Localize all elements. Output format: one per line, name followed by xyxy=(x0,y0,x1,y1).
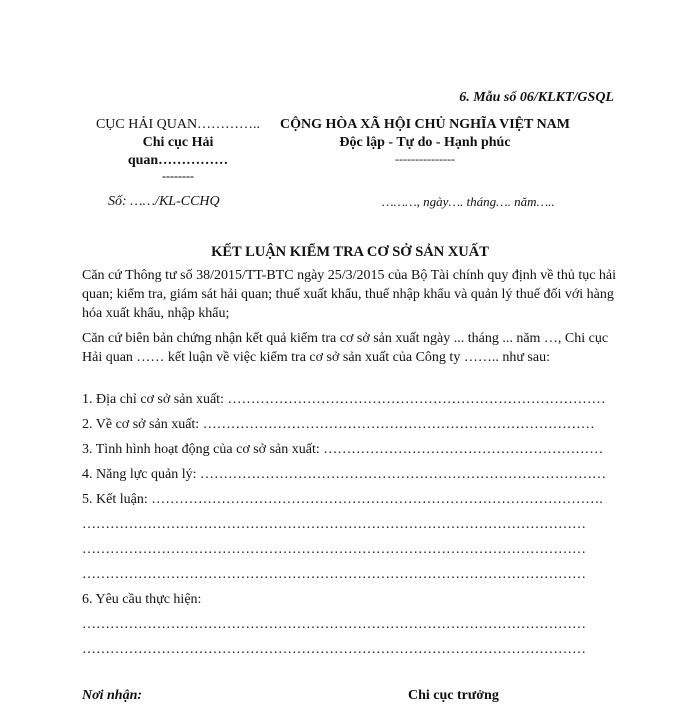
date-line: ………, ngày…. tháng…. năm….. xyxy=(382,194,555,209)
item-management-capacity: 4. Năng lực quản lý: …………………………………………………………………………… xyxy=(82,467,607,482)
blank-line: ……………………………………………………………………………………………… xyxy=(82,567,586,582)
item-facility: 2. Về cơ sở sản xuất: ………………………………………………………………………… xyxy=(82,417,595,432)
document-body xyxy=(82,266,618,367)
item-address: 1. Địa chỉ cơ sở sản xuất: ……………………………………………………………………… xyxy=(82,392,606,407)
recipients-label: Nơi nhận: xyxy=(82,688,143,703)
blank-line: ……………………………………………………………………………………………… xyxy=(82,542,586,557)
signatory-title: Chi cục trưởng xyxy=(408,688,499,703)
agency-separator: -------- xyxy=(162,169,194,183)
sub-agency-line-2: quan…………… xyxy=(127,153,229,168)
motto-separator: --------------- xyxy=(395,152,455,166)
item-requirements: 6. Yêu cầu thực hiện: xyxy=(82,592,202,607)
motto: Độc lập - Tự do - Hạnh phúc xyxy=(339,135,511,150)
country-name: CỘNG HÒA XÃ HỘI CHỦ NGHĨA VIỆT NAM xyxy=(279,117,570,132)
national-header-block xyxy=(262,116,588,166)
paragraph-legal-basis: Căn cứ Thông tư số 38/2015/TT-BTC ngày 25/3/2015 của Bộ Tài chính quy định về thủ tục hải quan; kiểm tra, giám sát hải quan; thuế xuất khẩu, thuế nhập khẩu và quản lý thuế đối với hàng hóa xuất khẩu, nhập khẩu; xyxy=(82,268,617,321)
blank-line: ……………………………………………………………………………………………… xyxy=(82,617,586,632)
issuing-agency-block xyxy=(68,116,288,182)
agency-name: CỤC HẢI QUAN………….. xyxy=(95,117,261,132)
sub-agency-line-1: Chi cục Hải xyxy=(142,135,214,150)
blank-line: ……………………………………………………………………………………………… xyxy=(82,642,586,657)
document-title: KẾT LUẬN KIỂM TRA CƠ SỞ SẢN XUẤT xyxy=(211,244,489,260)
blank-line: ……………………………………………………………………………………………… xyxy=(82,517,586,532)
document-number: Số: ……/KL-CCHQ xyxy=(108,194,220,209)
paragraph-basis-report: Căn cứ biên bản chứng nhận kết quả kiểm tra cơ sở sản xuất ngày ... tháng ... năm …, Chi cục Hải quan …… kết luận về việc kiểm tra cơ sở sản xuất của Công ty …….. như sau: xyxy=(82,331,609,365)
item-operations: 3. Tình hình hoạt động của cơ sở sản xuất: …………………………………………………… xyxy=(82,442,604,457)
item-conclusion: 5. Kết luận: ……………………………………………………………………………………. xyxy=(82,492,603,507)
form-number: 6. Mẫu số 06/KLKT/GSQL xyxy=(459,90,614,105)
